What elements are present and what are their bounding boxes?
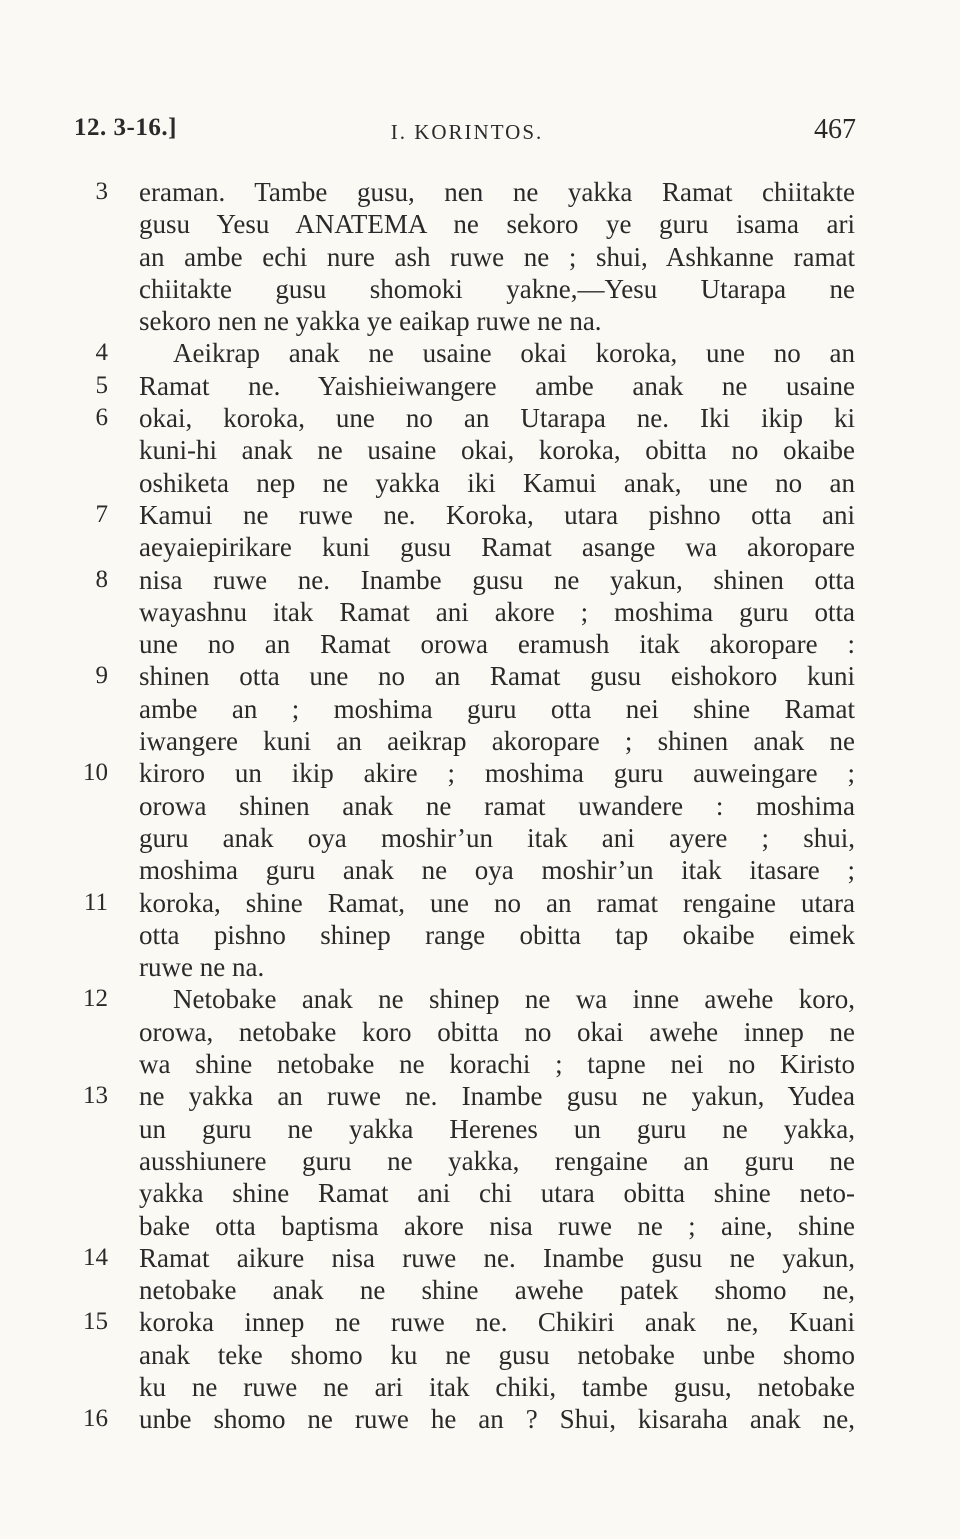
- text-line: [0, 919, 960, 951]
- text-line: [0, 273, 960, 305]
- line-text: ambe an ; moshima guru otta nei shine Ramat: [139, 693, 855, 724]
- text-line: [0, 1339, 960, 1371]
- line-text: wa shine netobake ne korachi ; tapne nei no Kiristo: [139, 1049, 855, 1080]
- scripture-text: [0, 176, 960, 1436]
- text-line: [0, 1113, 960, 1145]
- text-line: [0, 305, 960, 337]
- text-line: [0, 725, 960, 757]
- line-text: an ambe echi nure ash ruwe ne ; shui, Ashkanne ramat: [139, 241, 855, 272]
- page-number: 467: [814, 114, 856, 145]
- line-text: sekoro nen ne yakka ye eaikap ruwe ne na.: [139, 306, 602, 337]
- line-text: otta pishno shinep range obitta tap okaibe eimek: [139, 919, 855, 950]
- line-text: guru anak oya moshir’un itak ani ayere ; shui,: [139, 822, 855, 853]
- text-line: [0, 951, 960, 983]
- line-text: orowa, netobake koro obitta no okai awehe innep ne: [139, 1016, 855, 1047]
- line-text: moshima guru anak ne oya moshir’un itak itasare ;: [139, 855, 855, 886]
- text-line: [0, 1371, 960, 1403]
- text-line: [0, 1274, 960, 1306]
- line-text: koroka innep ne ruwe ne. Chikiri anak ne, Kuani: [139, 1307, 855, 1338]
- line-text: koroka, shine Ramat, une no an ramat rengaine utara: [139, 887, 855, 918]
- line-text: shinen otta une no an Ramat gusu eishokoro kuni: [139, 661, 855, 692]
- line-text: aeyaiepirikare kuni gusu Ramat asange wa akoropare: [139, 532, 855, 563]
- text-line: [0, 822, 960, 854]
- text-line: [0, 660, 960, 692]
- line-text: un guru ne yakka Herenes un guru ne yakka,: [139, 1113, 855, 1144]
- verse-number: 12: [83, 985, 108, 1013]
- line-text: anak teke shomo ku ne gusu netobake unbe shomo: [139, 1339, 855, 1370]
- verse-number: 4: [95, 339, 108, 367]
- text-line: [0, 693, 960, 725]
- line-text: yakka shine Ramat ani chi utara obitta shine neto-: [139, 1178, 855, 1209]
- verse-number: 10: [83, 759, 108, 787]
- line-text: okai, koroka, une no an Utarapa ne. Iki ikip ki: [139, 403, 855, 434]
- text-line: [0, 887, 960, 919]
- text-line: [0, 564, 960, 596]
- line-text: wayashnu itak Ramat ani akore ; moshima guru otta: [139, 596, 855, 627]
- line-text: bake otta baptisma akore nisa ruwe ne ; aine, shine: [139, 1210, 855, 1241]
- chapter-verse-reference: 12. 3-16.]: [74, 114, 177, 141]
- text-line: [0, 531, 960, 563]
- verse-number: 6: [95, 404, 108, 432]
- verse-number: 5: [95, 371, 108, 399]
- line-text: Ramat ne. Yaishieiwangere ambe anak ne usaine: [139, 370, 855, 401]
- verse-number: 13: [83, 1082, 108, 1110]
- text-line: [0, 1080, 960, 1112]
- verse-number: 15: [83, 1308, 108, 1336]
- line-text: ruwe ne na.: [139, 952, 265, 983]
- text-line: [0, 1242, 960, 1274]
- text-line: [0, 434, 960, 466]
- text-line: [0, 467, 960, 499]
- text-line: [0, 337, 960, 369]
- running-title: I. KORINTOS.: [390, 120, 544, 144]
- verse-number: 11: [83, 888, 108, 916]
- verse-number: 9: [95, 662, 108, 690]
- text-line: [0, 757, 960, 789]
- line-text: kiroro un ikip akire ; moshima guru auweingare ;: [139, 758, 855, 789]
- text-line: [0, 854, 960, 886]
- text-line: [0, 499, 960, 531]
- verse-number: 16: [83, 1405, 108, 1433]
- verse-number: 14: [83, 1243, 108, 1271]
- line-text: ku ne ruwe ne ari itak chiki, tambe gusu, netobake: [139, 1371, 855, 1402]
- verse-number: 7: [95, 500, 108, 528]
- line-text: iwangere kuni an aeikrap akoropare ; shinen anak ne: [139, 726, 855, 757]
- text-line: [0, 208, 960, 240]
- line-text: orowa shinen anak ne ramat uwandere : moshima: [139, 790, 855, 821]
- text-line: [0, 1177, 960, 1209]
- line-text: Aeikrap anak ne usaine okai koroka, une no an: [173, 338, 855, 369]
- line-text: chiitakte gusu shomoki yakne,—Yesu Utarapa ne: [139, 273, 855, 304]
- text-line: [0, 983, 960, 1015]
- line-text: gusu Yesu ANATEMA ne sekoro ye guru isama ari: [139, 209, 855, 240]
- page-header: [0, 110, 960, 150]
- text-line: [0, 1210, 960, 1242]
- line-text: unbe shomo ne ruwe he an ? Shui, kisaraha anak ne,: [139, 1404, 855, 1435]
- text-line: [0, 1306, 960, 1338]
- text-line: [0, 241, 960, 273]
- line-text: Netobake anak ne shinep ne wa inne awehe koro,: [173, 984, 855, 1015]
- line-text: kuni-hi anak ne usaine okai, koroka, obitta no okaibe: [139, 435, 855, 466]
- verse-number: 8: [95, 565, 108, 593]
- text-line: [0, 1403, 960, 1435]
- line-text: oshiketa nep ne yakka iki Kamui anak, une no an: [139, 467, 855, 498]
- line-text: ausshiunere guru ne yakka, rengaine an guru ne: [139, 1145, 855, 1176]
- line-text: ne yakka an ruwe ne. Inambe gusu ne yakun, Yudea: [139, 1081, 855, 1112]
- line-text: nisa ruwe ne. Inambe gusu ne yakun, shinen otta: [139, 564, 855, 595]
- text-line: [0, 370, 960, 402]
- text-line: [0, 176, 960, 208]
- text-line: [0, 596, 960, 628]
- text-line: [0, 628, 960, 660]
- line-text: netobake anak ne shine awehe patek shomo ne,: [139, 1275, 855, 1306]
- text-line: [0, 1145, 960, 1177]
- text-line: [0, 1048, 960, 1080]
- line-text: Kamui ne ruwe ne. Koroka, utara pishno otta ani: [139, 499, 855, 530]
- text-line: [0, 790, 960, 822]
- text-line: [0, 1016, 960, 1048]
- line-text: une no an Ramat orowa eramush itak akoropare :: [139, 629, 855, 660]
- line-text: Ramat aikure nisa ruwe ne. Inambe gusu ne yakun,: [139, 1242, 855, 1273]
- verse-number: 3: [95, 178, 108, 205]
- line-text: eraman. Tambe gusu, nen ne yakka Ramat chiitakte: [139, 177, 855, 207]
- text-line: [0, 402, 960, 434]
